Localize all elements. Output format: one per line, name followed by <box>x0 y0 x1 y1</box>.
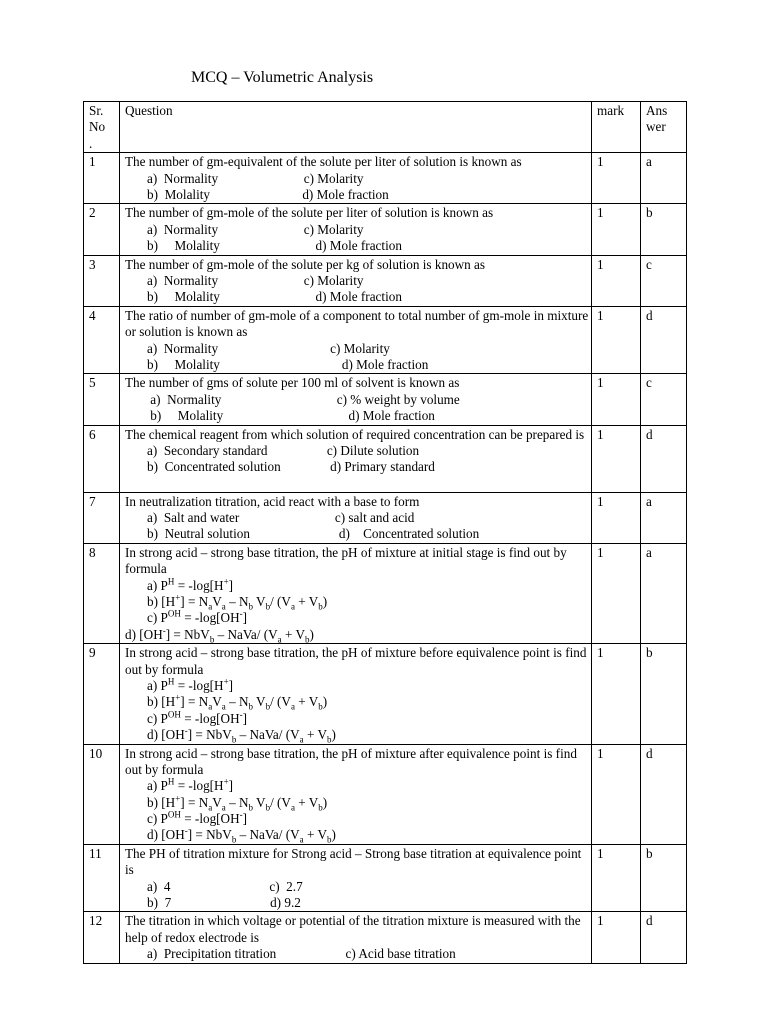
formula-option: c) $P^{OH} = -\log[OH^-]$ <box>147 608 248 626</box>
formula-option: a) $P^H = -\log[H^+]$ <box>147 776 234 794</box>
row-mark: 1 <box>592 204 641 255</box>
question-text: In strong acid – strong base titration, the pH of mixture after equivalence point is find out by formula <box>125 745 577 777</box>
row-question <box>120 744 592 844</box>
table-header-row <box>84 102 687 153</box>
row-answer: c <box>641 255 687 306</box>
table-row <box>84 744 687 844</box>
table-row <box>84 255 687 306</box>
row-question <box>120 912 592 963</box>
answer-option: a) Salt and water c) salt and acid <box>147 509 415 525</box>
row-sr-no: 10 <box>84 744 120 844</box>
row-answer: c <box>641 374 687 425</box>
table-row <box>84 306 687 374</box>
row-mark: 1 <box>592 543 641 643</box>
row-mark: 1 <box>592 492 641 543</box>
answer-option: a) Normality c) Molarity <box>147 170 364 186</box>
question-text: The chemical reagent from which solution of required concentration can be prepared is <box>125 426 585 442</box>
row-answer: b <box>641 844 687 912</box>
row-mark: 1 <box>592 374 641 425</box>
answer-option: a) Normality c) % weight by volume <box>147 391 460 407</box>
header-mark: mark <box>592 102 641 153</box>
row-sr-no: 1 <box>84 153 120 204</box>
row-sr-no: 5 <box>84 374 120 425</box>
row-mark: 1 <box>592 425 641 492</box>
row-answer: a <box>641 543 687 643</box>
row-sr-no: 11 <box>84 844 120 912</box>
table-row <box>84 844 687 912</box>
question-text: In strong acid – strong base titration, the pH of mixture before equivalence point is find out by formula <box>125 645 587 677</box>
row-sr-no: 4 <box>84 306 120 374</box>
row-sr-no: 2 <box>84 204 120 255</box>
row-sr-no: 8 <box>84 543 120 643</box>
question-text: The number of gm-mole of the solute per liter of solution is known as <box>125 205 494 221</box>
answer-option: a) Normality c) Molarity <box>147 221 364 237</box>
formula-option: b) $[H^+] = N_aV_a - N_b$ $V_b/$ $(V_a + V_b)$ <box>147 692 328 712</box>
row-sr-no: 7 <box>84 492 120 543</box>
answer-option: b) 7 d) 9.2 <box>147 895 301 911</box>
answer-option: b) Molality d) Mole fraction <box>147 289 402 305</box>
row-mark: 1 <box>592 255 641 306</box>
formula-option: a) $P^H = -\log[H^+]$ <box>147 576 234 593</box>
answer-option: b) Molality d) Mole fraction <box>147 356 429 372</box>
row-question <box>120 543 592 643</box>
table-row <box>84 374 687 425</box>
row-question <box>120 492 592 543</box>
row-question <box>120 644 592 744</box>
answer-option: a) Normality c) Molarity <box>147 273 364 288</box>
row-mark: 1 <box>592 306 641 374</box>
page-title: MCQ – Volumetric Analysis <box>191 69 374 86</box>
table-row <box>84 912 687 963</box>
table-row <box>84 153 687 204</box>
row-sr-no: 6 <box>84 425 120 492</box>
answer-option: a) 4 c) 2.7 <box>147 878 303 894</box>
row-answer: d <box>641 912 687 963</box>
row-answer: d <box>641 306 687 374</box>
answer-option: b) Molality d) Mole fraction <box>147 238 402 254</box>
answer-option: a) Secondary standard c) Dilute solution <box>147 442 420 458</box>
header-sr-no: Sr. No . <box>84 102 120 153</box>
row-question <box>120 204 592 255</box>
mcq-table <box>83 101 687 964</box>
question-text: The number of gm-mole of the solute per kg of solution is known as <box>125 256 486 272</box>
header-answer: Ans wer <box>641 102 687 153</box>
row-answer: a <box>641 492 687 543</box>
question-text: The ratio of number of gm-mole of a component to total number of gm-mole in mixture or solution is known as <box>125 307 589 340</box>
formula-option: c) $P^{OH} = -\log[OH^-]$ <box>147 809 248 827</box>
row-answer: d <box>641 744 687 844</box>
table-row <box>84 204 687 255</box>
table-body <box>84 153 687 963</box>
row-mark: 1 <box>592 844 641 912</box>
table-row <box>84 644 687 744</box>
question-text: The number of gms of solute per 100 ml of solvent is known as <box>125 375 460 391</box>
formula-option: d) [OH-] = NbV$_b$ – NaVa/ $(V_a + V_b)$ <box>147 826 336 846</box>
answer-option: b) Neutral solution d) Concentrated solution <box>147 526 480 542</box>
row-answer: b <box>641 644 687 744</box>
answer-option: b) Molality d) Mole fraction <box>147 408 435 424</box>
formula-option: d) [OH-] = NbV$_b$ – NaVa/ $(V_a + V_b)$ <box>147 725 336 745</box>
row-question <box>120 374 592 425</box>
answer-option: b) Concentrated solution d) Primary standard <box>147 459 435 475</box>
table-row <box>84 492 687 543</box>
formula-option: b) $[H^+] = N_aV_a - N_b$ $V_b/$ $(V_a + V_b)$ <box>147 592 328 612</box>
header-question: Question <box>120 102 592 153</box>
answer-option: b) Molality d) Mole fraction <box>147 187 389 203</box>
answer-option: a) Normality c) Molarity <box>147 340 390 356</box>
row-question <box>120 306 592 374</box>
row-answer: d <box>641 425 687 492</box>
row-mark: 1 <box>592 912 641 963</box>
question-text: In neutralization titration, acid react with a base to form <box>125 493 420 509</box>
row-question <box>120 153 592 204</box>
formula-option: a) $P^H = -\log[H^+]$ <box>147 676 234 693</box>
formula-option: d) [OH-] = NbV$_b$ – NaVa/ $(V_a + V_b)$ <box>125 625 314 645</box>
answer-option: a) Precipitation titration c) Acid base titration <box>147 946 456 962</box>
row-question <box>120 255 592 306</box>
question-text: The number of gm-equivalent of the solute per liter of solution is known as <box>125 154 522 170</box>
row-mark: 1 <box>592 153 641 204</box>
formula-option: b) $[H^+] = N_aV_a - N_b$ $V_b/$ $(V_a + V_b)$ <box>147 793 328 813</box>
table-row <box>84 543 687 643</box>
row-question <box>120 844 592 912</box>
row-sr-no: 9 <box>84 644 120 744</box>
row-answer: b <box>641 204 687 255</box>
question-text: In strong acid – strong base titration, the pH of mixture at initial stage is find out by formula <box>125 544 567 577</box>
row-sr-no: 3 <box>84 255 120 306</box>
formula-option: c) $P^{OH} = -\log[OH^-]$ <box>147 709 248 726</box>
row-mark: 1 <box>592 644 641 744</box>
question-text: The titration in which voltage or potential of the titration mixture is measured with the help of redox electrode is <box>125 913 581 945</box>
question-text: The PH of titration mixture for Strong acid – Strong base titration at equivalence point is <box>125 845 582 878</box>
row-mark: 1 <box>592 744 641 844</box>
row-sr-no: 12 <box>84 912 120 963</box>
table-row <box>84 425 687 492</box>
row-question <box>120 425 592 492</box>
row-answer: a <box>641 153 687 204</box>
